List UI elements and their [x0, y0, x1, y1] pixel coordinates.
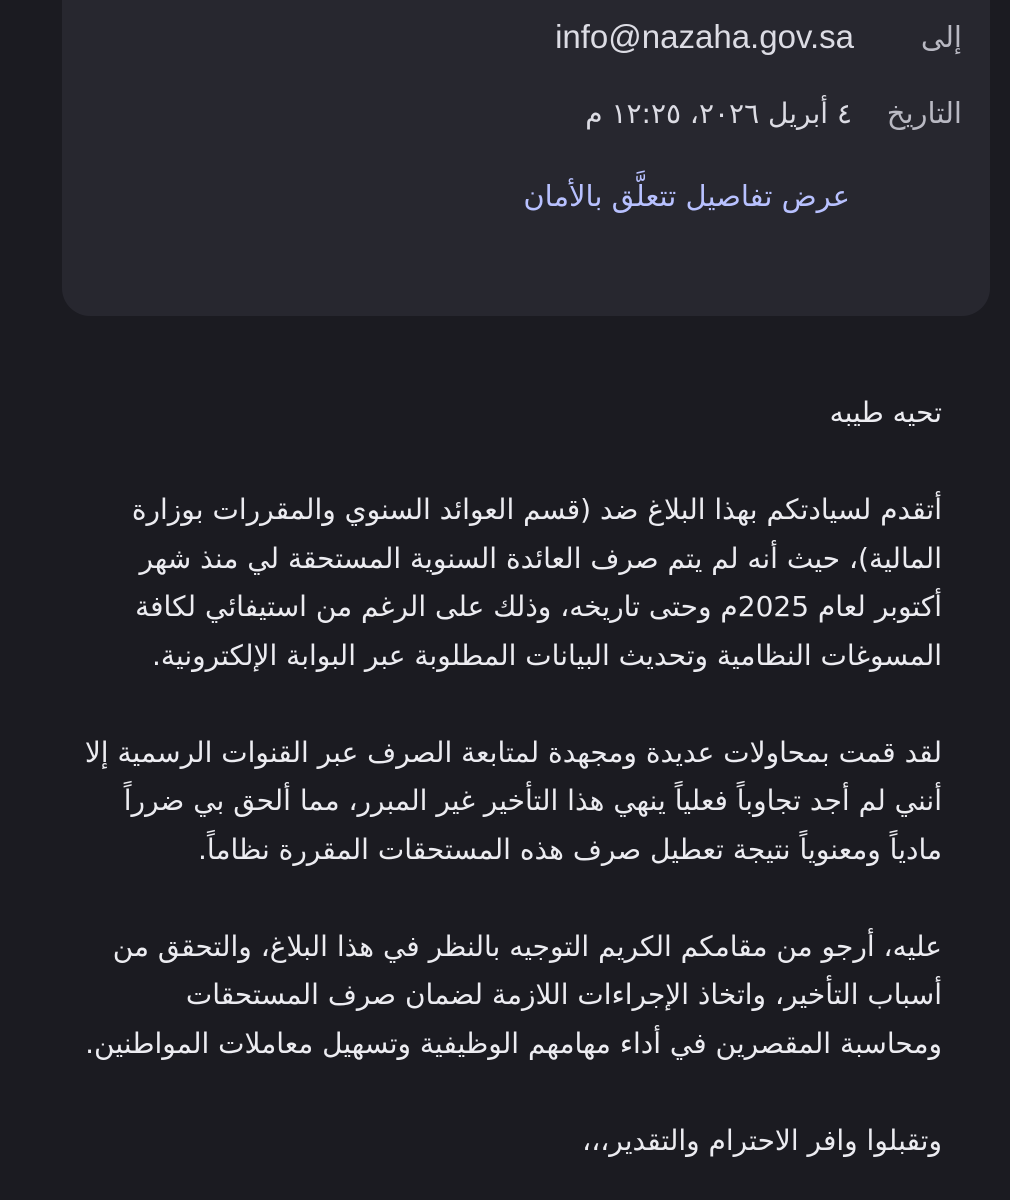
recipient-label: إلى — [920, 20, 962, 54]
security-details-row — [102, 168, 962, 224]
complaint-line: أتقدم لسيادتكم بهذا البلاغ ضد (قسم العوائد السنوي والمقررات بوزارة — [131, 493, 942, 526]
complaint-line: المالية)، حيث أنه لم يتم صرف العائدة السنوية المستحقة لي منذ شهر — [139, 541, 942, 575]
date-label: التاريخ — [886, 96, 962, 130]
security-details-link[interactable]: عرض تفاصيل تتعلَّق بالأمان — [523, 179, 850, 213]
paragraph-spacer — [58, 874, 942, 923]
follow-up-line: لقد قمت بمحاولات عديدة ومجهدة لمتابعة الصرف عبر القنوات الرسمية إلا — [84, 735, 942, 769]
recipient-row — [102, 12, 962, 62]
complaint-line: المسوغات النظامية وتحديث البيانات المطلوبة عبر البوابة الإلكترونية. — [151, 638, 942, 672]
message-details-card — [62, 0, 990, 316]
follow-up-line: مادياً ومعنوياً نتيجة تعطيل صرف هذه المستحقات المقررة نظاماً. — [198, 832, 942, 866]
paragraph-spacer — [58, 438, 942, 487]
email-message-body — [58, 389, 942, 1165]
message-date: ٤ أبريل ٢٠٢٦، ١٢:٢٥ م — [585, 96, 852, 130]
date-row — [102, 88, 962, 138]
paragraph-spacer — [58, 680, 942, 729]
paragraph-spacer — [58, 1068, 942, 1117]
closing-line: وتقبلوا وافر الاحترام والتقدير،،، — [582, 1123, 942, 1157]
complaint-line: أكتوبر لعام 2025م وحتى تاريخه، وذلك على الرغم من استيفائي لكافة — [135, 590, 942, 623]
follow-up-paragraph — [58, 729, 942, 875]
complaint-paragraph — [58, 486, 942, 680]
request-line: أسباب التأخير، واتخاذ الإجراءات اللازمة لضمان صرف المستحقات — [185, 978, 942, 1011]
request-line: ومحاسبة المقصرين في أداء مهامهم الوظيفية وتسهيل معاملات المواطنين. — [85, 1026, 942, 1060]
greeting: تحيه طيبه — [829, 396, 942, 429]
request-line: عليه، أرجو من مقامكم الكريم التوجيه بالنظر في هذا البلاغ، والتحقق من — [112, 929, 942, 963]
recipient-email[interactable]: info@nazaha.gov.sa — [555, 18, 854, 55]
follow-up-line: أنني لم أجد تجاوباً فعلياً ينهي هذا التأخير غير المبرر، مما ألحق بي ضرراً — [123, 784, 942, 817]
request-paragraph — [58, 923, 942, 1069]
